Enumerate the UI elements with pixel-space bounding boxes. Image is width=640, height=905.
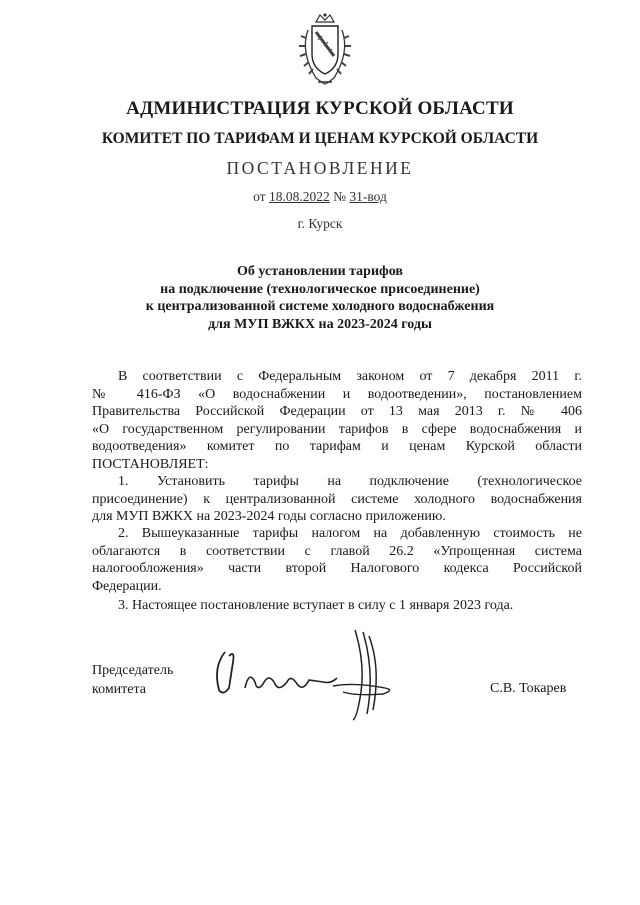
organization-title: АДМИНИСТРАЦИЯ КУРСКОЙ ОБЛАСТИ [126,98,514,119]
subject-line: на подключение (технологическое присоединение) [160,281,480,297]
paragraph-line: 3. Настоящее постановление вступает в силу с 1 января 2023 года. [118,598,514,613]
paragraph-line: 2. Вышеуказанные тарифы налогом на добавленную стоимость не [118,526,582,541]
handwritten-signature [205,622,405,722]
preamble-paragraph [92,368,582,473]
paragraph-line: присоединение) к централизованной системе холодного водоснабжения [92,491,582,507]
clause-1 [92,473,582,526]
paragraph-line: «О государственном регулировании тарифов в сфере водоснабжения и [92,421,582,437]
subject-line: к централизованной системе холодного водоснабжения [145,299,495,314]
paragraph-line: водоотведения» комитет по тарифам и ценам Курской области [92,439,582,454]
paragraph-line: № 416-ФЗ «О водоснабжении и водоотведении», постановлением [92,386,582,402]
document-date: 18.08.2022 [268,189,330,204]
paragraph-line: Федерации. [92,578,162,594]
clause-2 [92,525,582,595]
paragraph-line: для МУП ВЖКХ на 2023-2024 годы согласно приложению. [92,509,446,524]
paragraph-line: облагаются в соответствии с главой 26.2 «Упрощенная система [92,543,582,559]
document-type: ПОСТАНОВЛЕНИЕ [226,158,414,178]
coat-of-arms-icon [294,12,356,88]
signatory-title [92,661,173,699]
subject-line: для МУП ВЖКХ на 2023-2024 годы [208,316,432,332]
number-sign: № [333,189,346,204]
committee-title: КОМИТЕТ ПО ТАРИФАМ И ЦЕНАМ КУРСКОЙ ОБЛАСТИ [101,130,539,147]
subject-line: Об установлении тарифов [237,264,403,279]
signatory-title-line: Председатель [92,663,174,678]
paragraph-line: Правительства Российской Федерации от 13 мая 2013 г. № 406 [92,404,582,419]
document-number: 31-вод [349,189,387,204]
paragraph-line: 1. Установить тарифы на подключение (технологическое [118,474,582,489]
signatory-title-line: комитета [92,682,147,697]
city: г. Курск [297,216,343,231]
clause-3 [92,597,582,615]
subject-heading [0,263,640,333]
date-number-line [0,189,640,205]
date-prefix: от [253,189,266,204]
paragraph-line: В соответствии с Федеральным законом от 7 декабря 2011 г. [118,369,582,384]
paragraph-line: налогообложения» части второй Налогового кодекса Российской [92,561,582,576]
paragraph-line: ПОСТАНОВЛЯЕТ: [92,456,209,472]
signatory-name: С.В. Токарев [490,681,567,696]
